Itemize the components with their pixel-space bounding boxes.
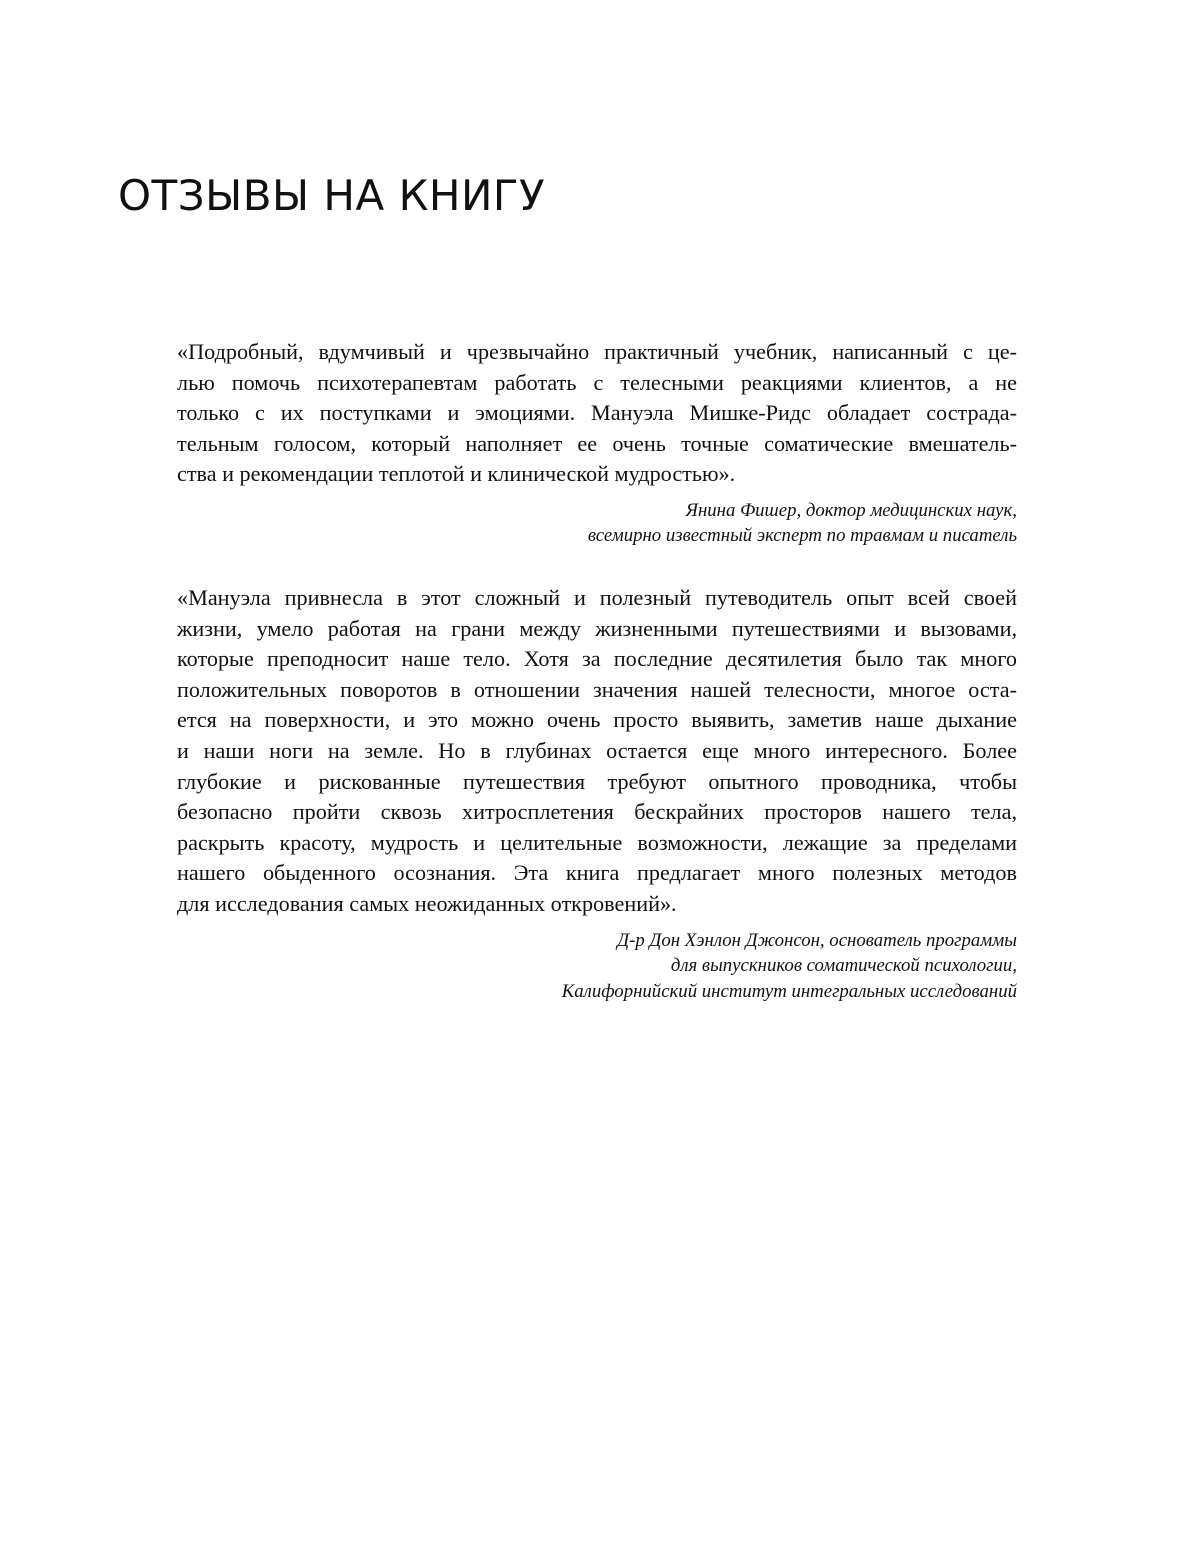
quote-line: жизни, умело работая на грани между жизненными путешествиями и вызовами, — [177, 615, 1017, 641]
quote-line: «Подробный, вдумчивый и чрезвычайно практичный учебник, написанный с це- — [177, 339, 1017, 364]
attribution-line: Д-р Дон Хэнлон Джонсон, основатель программы — [617, 929, 1017, 951]
quote-line: и наши ноги на земле. Но в глубинах остается еще много интересного. Более — [177, 737, 1017, 763]
quote-line: нашего обыденного осознания. Эта книга предлагает много полезных методов — [177, 860, 1017, 886]
quote-line: которые преподносит наше тело. Хотя за последние десятилетия было так много — [177, 646, 1017, 672]
review-quote — [177, 583, 1017, 920]
attribution-line: для выпускников соматической психологии, — [670, 955, 1017, 977]
review-attribution — [177, 928, 1017, 1005]
quote-line: только с их поступками и эмоциями. Мануэла Мишке-Ридс обладает сострада- — [177, 400, 1017, 426]
review-attribution — [177, 498, 1017, 549]
quote-line: раскрыть красоту, мудрость и целительные возможности, лежащие за пределами — [177, 829, 1017, 855]
quote-line: безопасно пройти сквозь хитросплетения бескрайних просторов нашего тела, — [177, 799, 1017, 825]
review-2 — [177, 583, 1017, 1004]
quote-line: тельным голосом, который наполняет ее очень точные соматические вмешатель- — [177, 430, 1017, 456]
quote-line: лью помочь психотерапевтам работать с телесными реакциями клиентов, а не — [177, 369, 1017, 395]
quote-line: ется на поверхности, и это можно очень просто выявить, заметив наше дыхание — [177, 707, 1017, 733]
page-title: ОТЗЫВЫ НА КНИГУ — [118, 171, 546, 220]
quote-line: ства и рекомендации теплотой и клинической мудростью». — [177, 461, 736, 487]
quote-line: положительных поворотов в отношении значения нашей телесности, многое оста- — [177, 676, 1017, 702]
quote-line: глубокие и рискованные путешествия требуют опытного проводника, чтобы — [177, 768, 1017, 794]
review-quote — [177, 337, 1017, 490]
quote-line: для исследования самых неожиданных откровений». — [177, 890, 677, 916]
attribution-line: Янина Фишер, доктор медицинских наук, — [685, 499, 1017, 521]
attribution-line: Калифорнийский институт интегральных исследований — [561, 980, 1017, 1002]
attribution-line: всемирно известный эксперт по травмам и писатель — [587, 525, 1017, 547]
review-1 — [177, 337, 1017, 549]
quote-line: «Мануэла привнесла в этот сложный и полезный путеводитель опыт всей своей — [177, 585, 1017, 610]
